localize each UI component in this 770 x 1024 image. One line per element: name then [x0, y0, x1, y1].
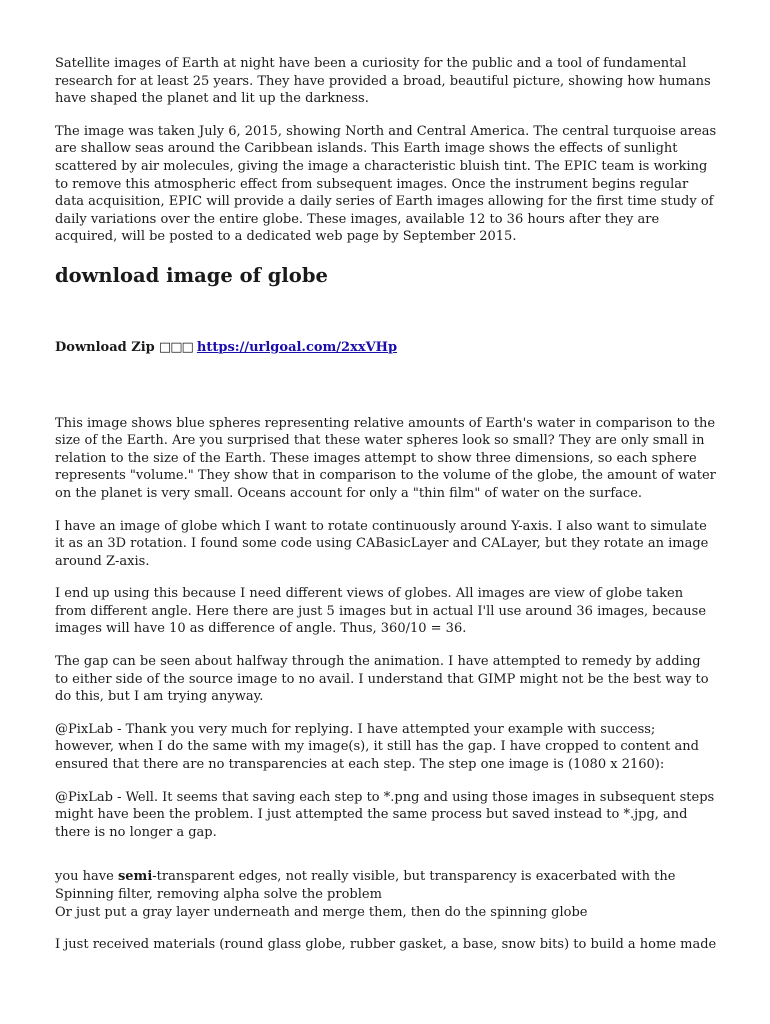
article-body [55, 55, 717, 954]
paragraph-materials: I just received materials (round glass globe, rubber gasket, a base, snow bits) to build a home made [55, 937, 717, 953]
intro-paragraph: Satellite images of Earth at night have been a curiosity for the public and a tool of fundamental research for at least 25 years. They have provided a broad, beautiful picture, showing how humans have shaped the planet and lit up the darkness. [55, 56, 711, 107]
paragraph-rotate-globe: I have an image of globe which I want to rotate continuously around Y-axis. I also want to simulate it as an 3D rotation. I found some code using CABasicLayer and CALayer, but they rotate an image around Z-axis. [55, 518, 709, 569]
download-glyph: □□□ [158, 339, 193, 355]
paragraph-epic-image: The image was taken July 6, 2015, showing North and Central America. The central turquoise areas are shallow seas around the Caribbean islands. This Earth image shows the effects of sunlight scattered by air molecules, giving the image a characteristic bluish tint. The EPIC team is working to remove this atmospheric effect from subsequent images. Once the instrument begins regular data acquisition, EPIC will provide a daily series of Earth images allowing for the first time study of daily variations over the entire globe. These images, available 12 to 36 hours after they are acquired, will be posted to a dedicated web page by September 2015. [55, 123, 717, 245]
paragraph-gap: The gap can be seen about halfway through the animation. I have attempted to remedy by adding to either side of the source image to no avail. I understand that GIMP might not be the best way to do this, but I am trying anyway. [55, 654, 709, 705]
download-label: Download Zip [55, 339, 155, 355]
semi-rest: -transparent edges, not really visible, but transparency is exacerbated with the Spinning filter, removing alpha solve the problem [55, 869, 676, 902]
paragraph-pixlab-reply-1: @PixLab - Thank you very much for replying. I have attempted your example with success; however, when I do the same with my image(s), it still has the gap. I have cropped to content and ensured that there are no transparencies at each step. The step one image is (1080 x 2160): [55, 721, 699, 773]
paragraph-water-spheres: This image shows blue spheres representing relative amounts of Earth's water in comparison to the size of the Earth. Are you surprised that these water spheres look so small? They are only small in relation to the size of the Earth. These images attempt to show three dimensions, so each sphere represents "volume." They show that in comparison to the volume of the globe, the amount of water on the planet is very small. Oceans account for only a "thin film" of water on the surface. [55, 415, 716, 501]
download-line [55, 339, 717, 357]
paragraph-pixlab-reply-2: @PixLab - Well. It seems that saving each step to *.png and using those images in subsequent steps might have been the problem. I just attempted the same process but saved instead to *.jpg, and there is no longer a gap. [55, 789, 715, 840]
semi-bold: semi [117, 869, 153, 885]
section-heading: download image of globe [55, 263, 328, 287]
semi-prefix: you have [55, 869, 118, 885]
paragraph-semi-transparent [55, 868, 717, 921]
download-link[interactable]: https://urlgoal.com/2xxVHp [196, 339, 398, 355]
paragraph-different-views: I end up using this because I need different views of globes. All images are view of globe taken from different angle. Here there are just 5 images but in actual I'll use around 36 images, because images will have 10 as difference of angle. Thus, 360/10 = 36. [55, 586, 707, 637]
semi-line2: Or just put a gray layer underneath and merge them, then do the spinning globe [55, 904, 588, 920]
